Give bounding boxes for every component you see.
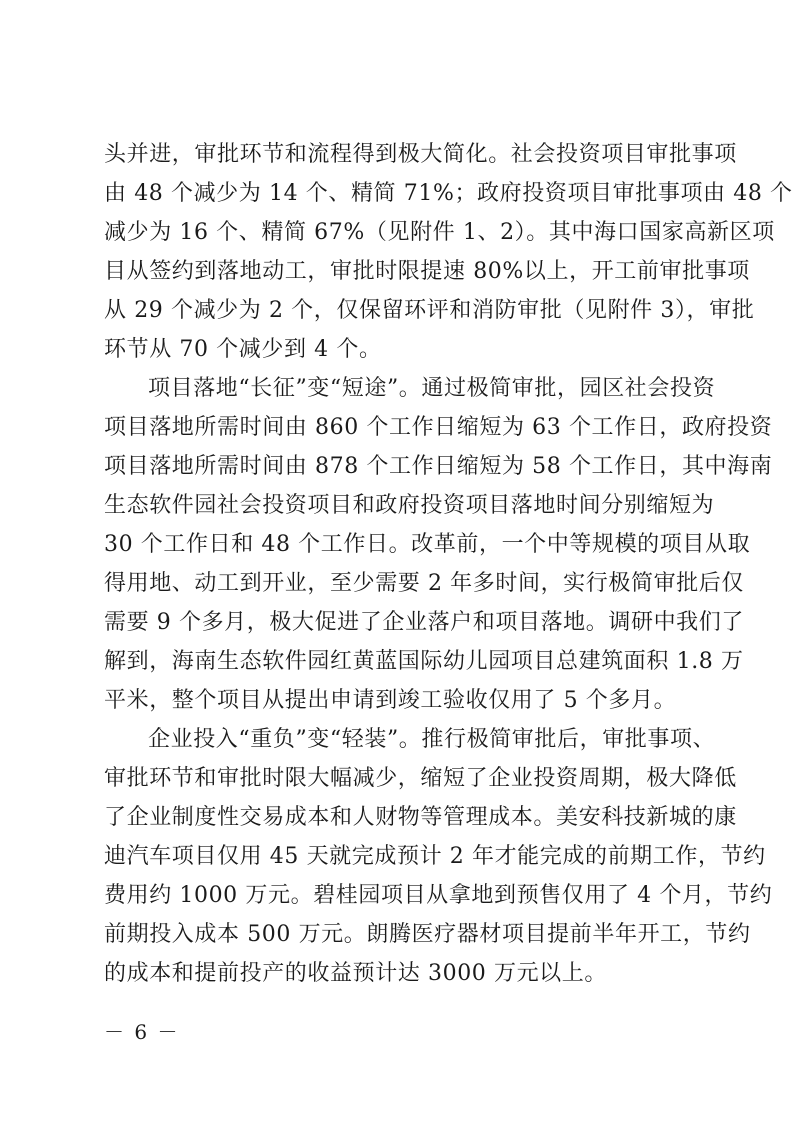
paragraph-3 — [104, 720, 773, 993]
page-number: － 6 － — [104, 1020, 180, 1044]
paragraph-1 — [104, 135, 793, 369]
text-line: 环节从 70 个减少到 4 个。 — [104, 337, 382, 362]
text-line: 头并进，审批环节和流程得到极大简化。社会投资项目审批事项 — [104, 142, 737, 167]
text-line: 审批环节和审批时限大幅减少，缩短了企业投资周期，极大降低 — [104, 766, 737, 791]
text-line: 目从签约到落地动工，审批时限提速 80%以上，开工前审批事项 — [104, 259, 750, 284]
text-line: 生态软件园社会投资项目和政府投资项目落地时间分别缩短为 — [104, 493, 715, 518]
text-line: 项目落地“长征”变“短途”。通过极简审批，园区社会投资 — [148, 376, 716, 401]
text-line: 需要 9 个多月，极大促进了企业落户和项目落地。调研中我们了 — [104, 610, 744, 635]
text-line: 由 48 个减少为 14 个、精简 71%；政府投资项目审批事项由 48 个 — [104, 181, 793, 206]
text-line: 费用约 1000 万元。碧桂园项目从拿地到预售仅用了 4 个月，节约 — [104, 883, 773, 908]
text-line: 了企业制度性交易成本和人财物等管理成本。美安科技新城的康 — [104, 805, 737, 830]
body-text — [104, 135, 793, 993]
text-line: 30 个工作日和 48 个工作日。改革前，一个中等规模的项目从取 — [104, 532, 751, 557]
text-line: 企业投入“重负”变“轻装”。推行极简审批后，审批事项、 — [148, 727, 716, 752]
text-line: 平米，整个项目从提出申请到竣工验收仅用了 5 个多月。 — [104, 688, 677, 713]
text-line: 解到，海南生态软件园红黄蓝国际幼儿园项目总建筑面积 1.8 万 — [104, 649, 744, 674]
paragraph-2 — [104, 369, 773, 720]
text-line: 项目落地所需时间由 878 个工作日缩短为 58 个工作日，其中海南 — [104, 454, 773, 479]
text-line: 减少为 16 个、精简 67%（见附件 1、2）。其中海口国家高新区项 — [104, 220, 775, 245]
text-line: 的成本和提前投产的收益预计达 3000 万元以上。 — [104, 961, 607, 986]
text-line: 前期投入成本 500 万元。朗腾医疗器材项目提前半年开工，节约 — [104, 922, 751, 947]
text-line: 得用地、动工到开业，至少需要 2 年多时间，实行极简审批后仅 — [104, 571, 744, 596]
text-line: 从 29 个减少为 2 个，仅保留环评和消防审批（见附件 3），审批 — [104, 298, 755, 323]
text-line: 项目落地所需时间由 860 个工作日缩短为 63 个工作日，政府投资 — [104, 415, 773, 440]
text-line: 迪汽车项目仅用 45 天就完成预计 2 年才能完成的前期工作，节约 — [104, 844, 766, 869]
